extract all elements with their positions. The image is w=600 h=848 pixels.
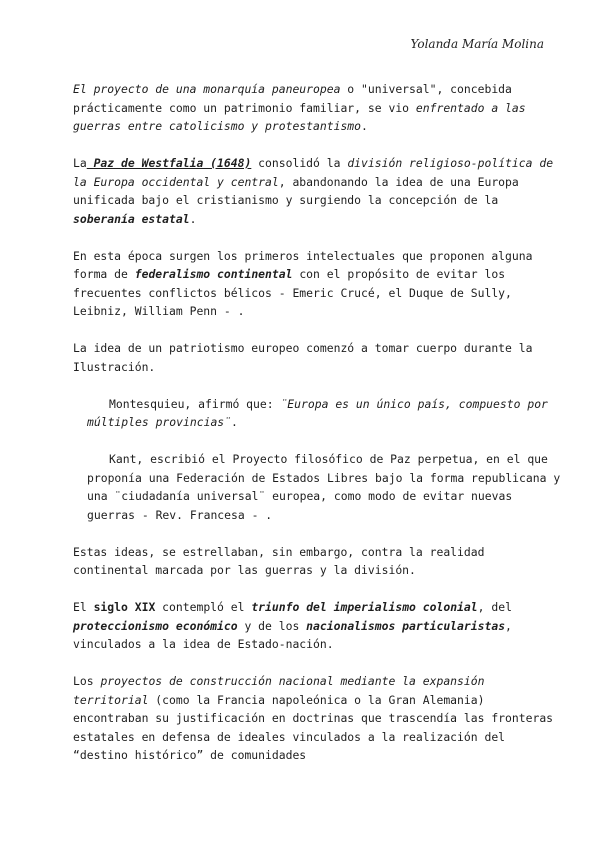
quote-montesquieu: Montesquieu, afirmó que: ¨Europa es un único país, compuesto por múltiples provincias¨. <box>87 396 548 429</box>
paragraph-realidad: Estas ideas, se estrellaban, sin embargo, contra la realidad continental marcada por las guerras y la división. <box>73 544 485 577</box>
paragraph-westfalia: La Paz de Westfalia (1648) consolidó la división religioso-política de la Europa occidental y central, abandonando la idea de una Europa unificada bajo el cristianismo y surgiendo la concepción de la soberanía estatal. <box>73 156 554 226</box>
paragraph-federalismo: En esta época surgen los primeros intelectuales que proponen alguna forma de federalismo continental con el propósito de evitar los frecuentes conflictos bélicos - Emeric Crucé, el Duque de Sully, Leibniz, William Penn - . <box>73 248 533 318</box>
quote-kant: Kant, escribió el Proyecto filosófico de Paz perpetua, en el que proponía una Federación de Estados Libres bajo la forma republicana y una ¨ciudadanía universal¨ europea, como modo de evitar nuevas guerras - Rev. Francesa - . <box>87 452 561 522</box>
paragraph-siglo-xix: El siglo XIX contempló el triunfo del imperialismo colonial, del proteccionismo económico y de los nacionalismos particularistas, vinculados a la idea de Estado-nación. <box>73 600 512 651</box>
paragraph-proyectos: Los proyectos de construcción nacional mediante la expansión territorial (como la Francia napoleónica o la Gran Alemania) encontraban su justificación en doctrinas que trascendía las fronteras estatales en defensa de ideales vinculados a la realización del “destino histórico” de comunidades <box>73 674 554 762</box>
westfalia-highlight: Paz de Westfalia (1648) <box>86 156 252 170</box>
document-body <box>73 80 563 783</box>
paragraph-ilustracion: La idea de un patriotismo europeo comenzó a tomar cuerpo durante la Ilustración. <box>73 341 533 374</box>
paragraph-monarquia: El proyecto de una monarquía paneuropea o "universal", concebida prácticamente como un patrimonio familiar, se vio enfrentado a las guerras entre catolicismo y protestantismo. <box>73 82 526 133</box>
author-header: Yolanda María Molina <box>410 37 544 51</box>
